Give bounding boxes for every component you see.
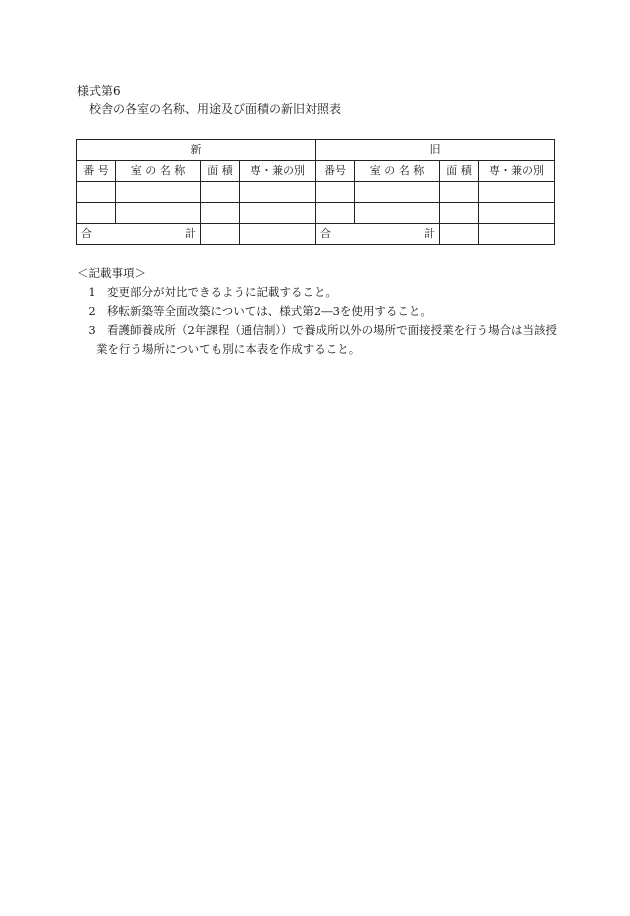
table-cell <box>116 182 201 203</box>
comparison-table <box>76 139 555 245</box>
total-use-old <box>479 224 555 245</box>
table-cell <box>316 182 355 203</box>
total-row <box>77 224 555 245</box>
table-cell <box>240 182 316 203</box>
notes-title: ＜記載事項＞ <box>77 266 146 280</box>
col-area-old: 面 積 <box>440 161 479 182</box>
note-text: 変更部分が対比できるように記載すること。 <box>107 285 337 299</box>
total-label-old <box>316 224 440 245</box>
total-label-new <box>77 224 201 245</box>
note-number: 3 <box>88 323 96 337</box>
total-area-new <box>201 224 240 245</box>
note-item <box>77 283 577 302</box>
table-cell <box>77 182 116 203</box>
group-old-header: 旧 <box>316 140 555 161</box>
table-cell <box>240 203 316 224</box>
table-cell <box>355 182 440 203</box>
col-room-name-old: 室 の 名 称 <box>355 161 440 182</box>
table-cell <box>440 203 479 224</box>
total-right-char: 計 <box>185 227 196 240</box>
notes-section <box>77 264 577 359</box>
note-text: 看護師養成所（2年課程（通信制））で養成所以外の場所で面接授業を行う場合は当該授 <box>107 323 558 337</box>
table-cell <box>201 203 240 224</box>
document-title: 校舎の各室の名称、用途及び面積の新旧対照表 <box>89 102 342 116</box>
column-header-row <box>77 161 555 182</box>
note-item <box>77 302 577 321</box>
group-header-row <box>77 140 555 161</box>
table-cell <box>479 182 555 203</box>
table-row <box>77 203 555 224</box>
col-number-new: 番 号 <box>77 161 116 182</box>
col-use-old: 専・兼の別 <box>479 161 555 182</box>
group-new-header: 新 <box>77 140 316 161</box>
table-cell <box>479 203 555 224</box>
total-left-char: 合 <box>81 227 92 240</box>
note-number: 2 <box>88 304 96 318</box>
note-item <box>77 321 577 340</box>
col-room-name-new: 室 の 名 称 <box>116 161 201 182</box>
col-use-new: 専・兼の別 <box>240 161 316 182</box>
table-row <box>77 182 555 203</box>
col-area-new: 面 積 <box>201 161 240 182</box>
note-number: 1 <box>88 285 96 299</box>
total-area-old <box>440 224 479 245</box>
table-cell <box>440 182 479 203</box>
table-cell <box>201 182 240 203</box>
total-left-char: 合 <box>320 227 331 240</box>
col-number-old: 番号 <box>316 161 355 182</box>
note-text: 移転新築等全面改築については、様式第2―3を使用すること。 <box>107 304 432 318</box>
table-cell <box>77 203 116 224</box>
note-text-continuation: 業を行う場所についても別に本表を作成すること。 <box>96 342 361 356</box>
table-cell <box>116 203 201 224</box>
total-use-new <box>240 224 316 245</box>
total-right-char: 計 <box>424 227 435 240</box>
table-cell <box>355 203 440 224</box>
form-number: 様式第6 <box>77 84 121 98</box>
table-cell <box>316 203 355 224</box>
